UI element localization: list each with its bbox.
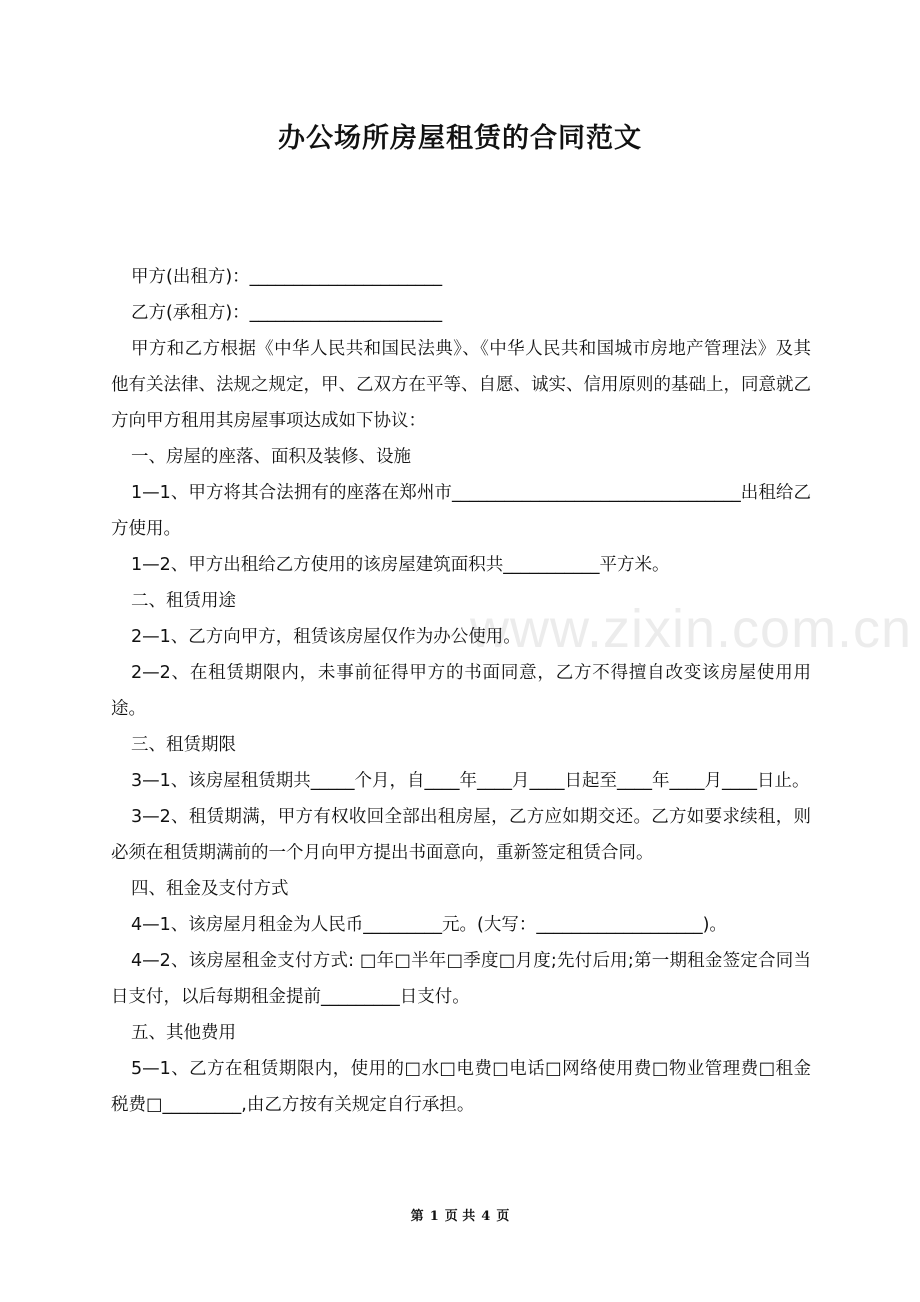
- section-heading-1: 一、房屋的座落、面积及装修、设施: [131, 447, 411, 467]
- clause-3-2: 3—2、租赁期满，甲方有权收回全部出租房屋，乙方应如期交还。乙方如要求续租，则必须在租赁期满前的一个月向甲方提出书面意向，重新签定租赁合同。: [111, 807, 811, 863]
- clause-4-2: 4—2、该房屋租金支付方式: □年□半年□季度□月度;先付后用;第一期租金签定合同当日支付，以后每期租金提前_________日支付。: [111, 951, 811, 1007]
- watermark: www.zixin.com.cn: [470, 599, 913, 659]
- section-heading-5: 五、其他费用: [131, 1023, 236, 1043]
- footer-label-pages: 页: [496, 1209, 510, 1224]
- clause-2-2: 2—2、在租赁期限内，未事前征得甲方的书面同意，乙方不得擅自改变该房屋使用用途。: [111, 663, 811, 719]
- preamble-paragraph: 甲方和乙方根据《中华人民共和国民法典》、《中华人民共和国城市房地产管理法》及其他有关法律、法规之规定，甲、乙双方在平等、自愿、诚实、信用原则的基础上，同意就乙方向甲方租用其房屋事项达成如下协议：: [111, 339, 811, 431]
- footer-page-current: 1: [429, 1209, 439, 1224]
- page-footer: [0, 1205, 920, 1224]
- party-a-line: 甲方(出租方)：______________________: [131, 267, 443, 287]
- clause-5-1: 5—1、乙方在租赁期限内，使用的□水□电费□电话□网络使用费□物业管理费□租金税费□_________,由乙方按有关规定自行承担。: [111, 1059, 811, 1115]
- party-b-line: 乙方(承租方)：______________________: [131, 303, 443, 323]
- section-heading-2: 二、租赁用途: [131, 591, 236, 611]
- clause-2-1: 2—1、乙方向甲方，租赁该房屋仅作为办公使用。: [131, 627, 521, 647]
- document-body: [111, 259, 811, 1123]
- clause-1-2: 1—2、甲方出租给乙方使用的该房屋建筑面积共___________平方米。: [131, 555, 670, 575]
- section-heading-4: 四、租金及支付方式: [131, 879, 289, 899]
- footer-label-page: 第: [410, 1209, 424, 1224]
- clause-4-1: 4—1、该房屋月租金为人民币_________元。(大写：___________________)。: [131, 915, 727, 935]
- clause-1-1: 1—1、甲方将其合法拥有的座落在郑州市_________________________________出租给乙方使用。: [111, 483, 811, 539]
- footer-label-of: 页 共: [444, 1209, 476, 1224]
- section-heading-3: 三、租赁期限: [131, 735, 236, 755]
- document-title: 办公场所房屋租赁的合同范文: [278, 123, 642, 154]
- footer-page-total: 4: [481, 1209, 491, 1224]
- clause-3-1: 3—1、该房屋租赁期共_____个月，自____年____月____日起至____年____月____日止。: [131, 771, 810, 791]
